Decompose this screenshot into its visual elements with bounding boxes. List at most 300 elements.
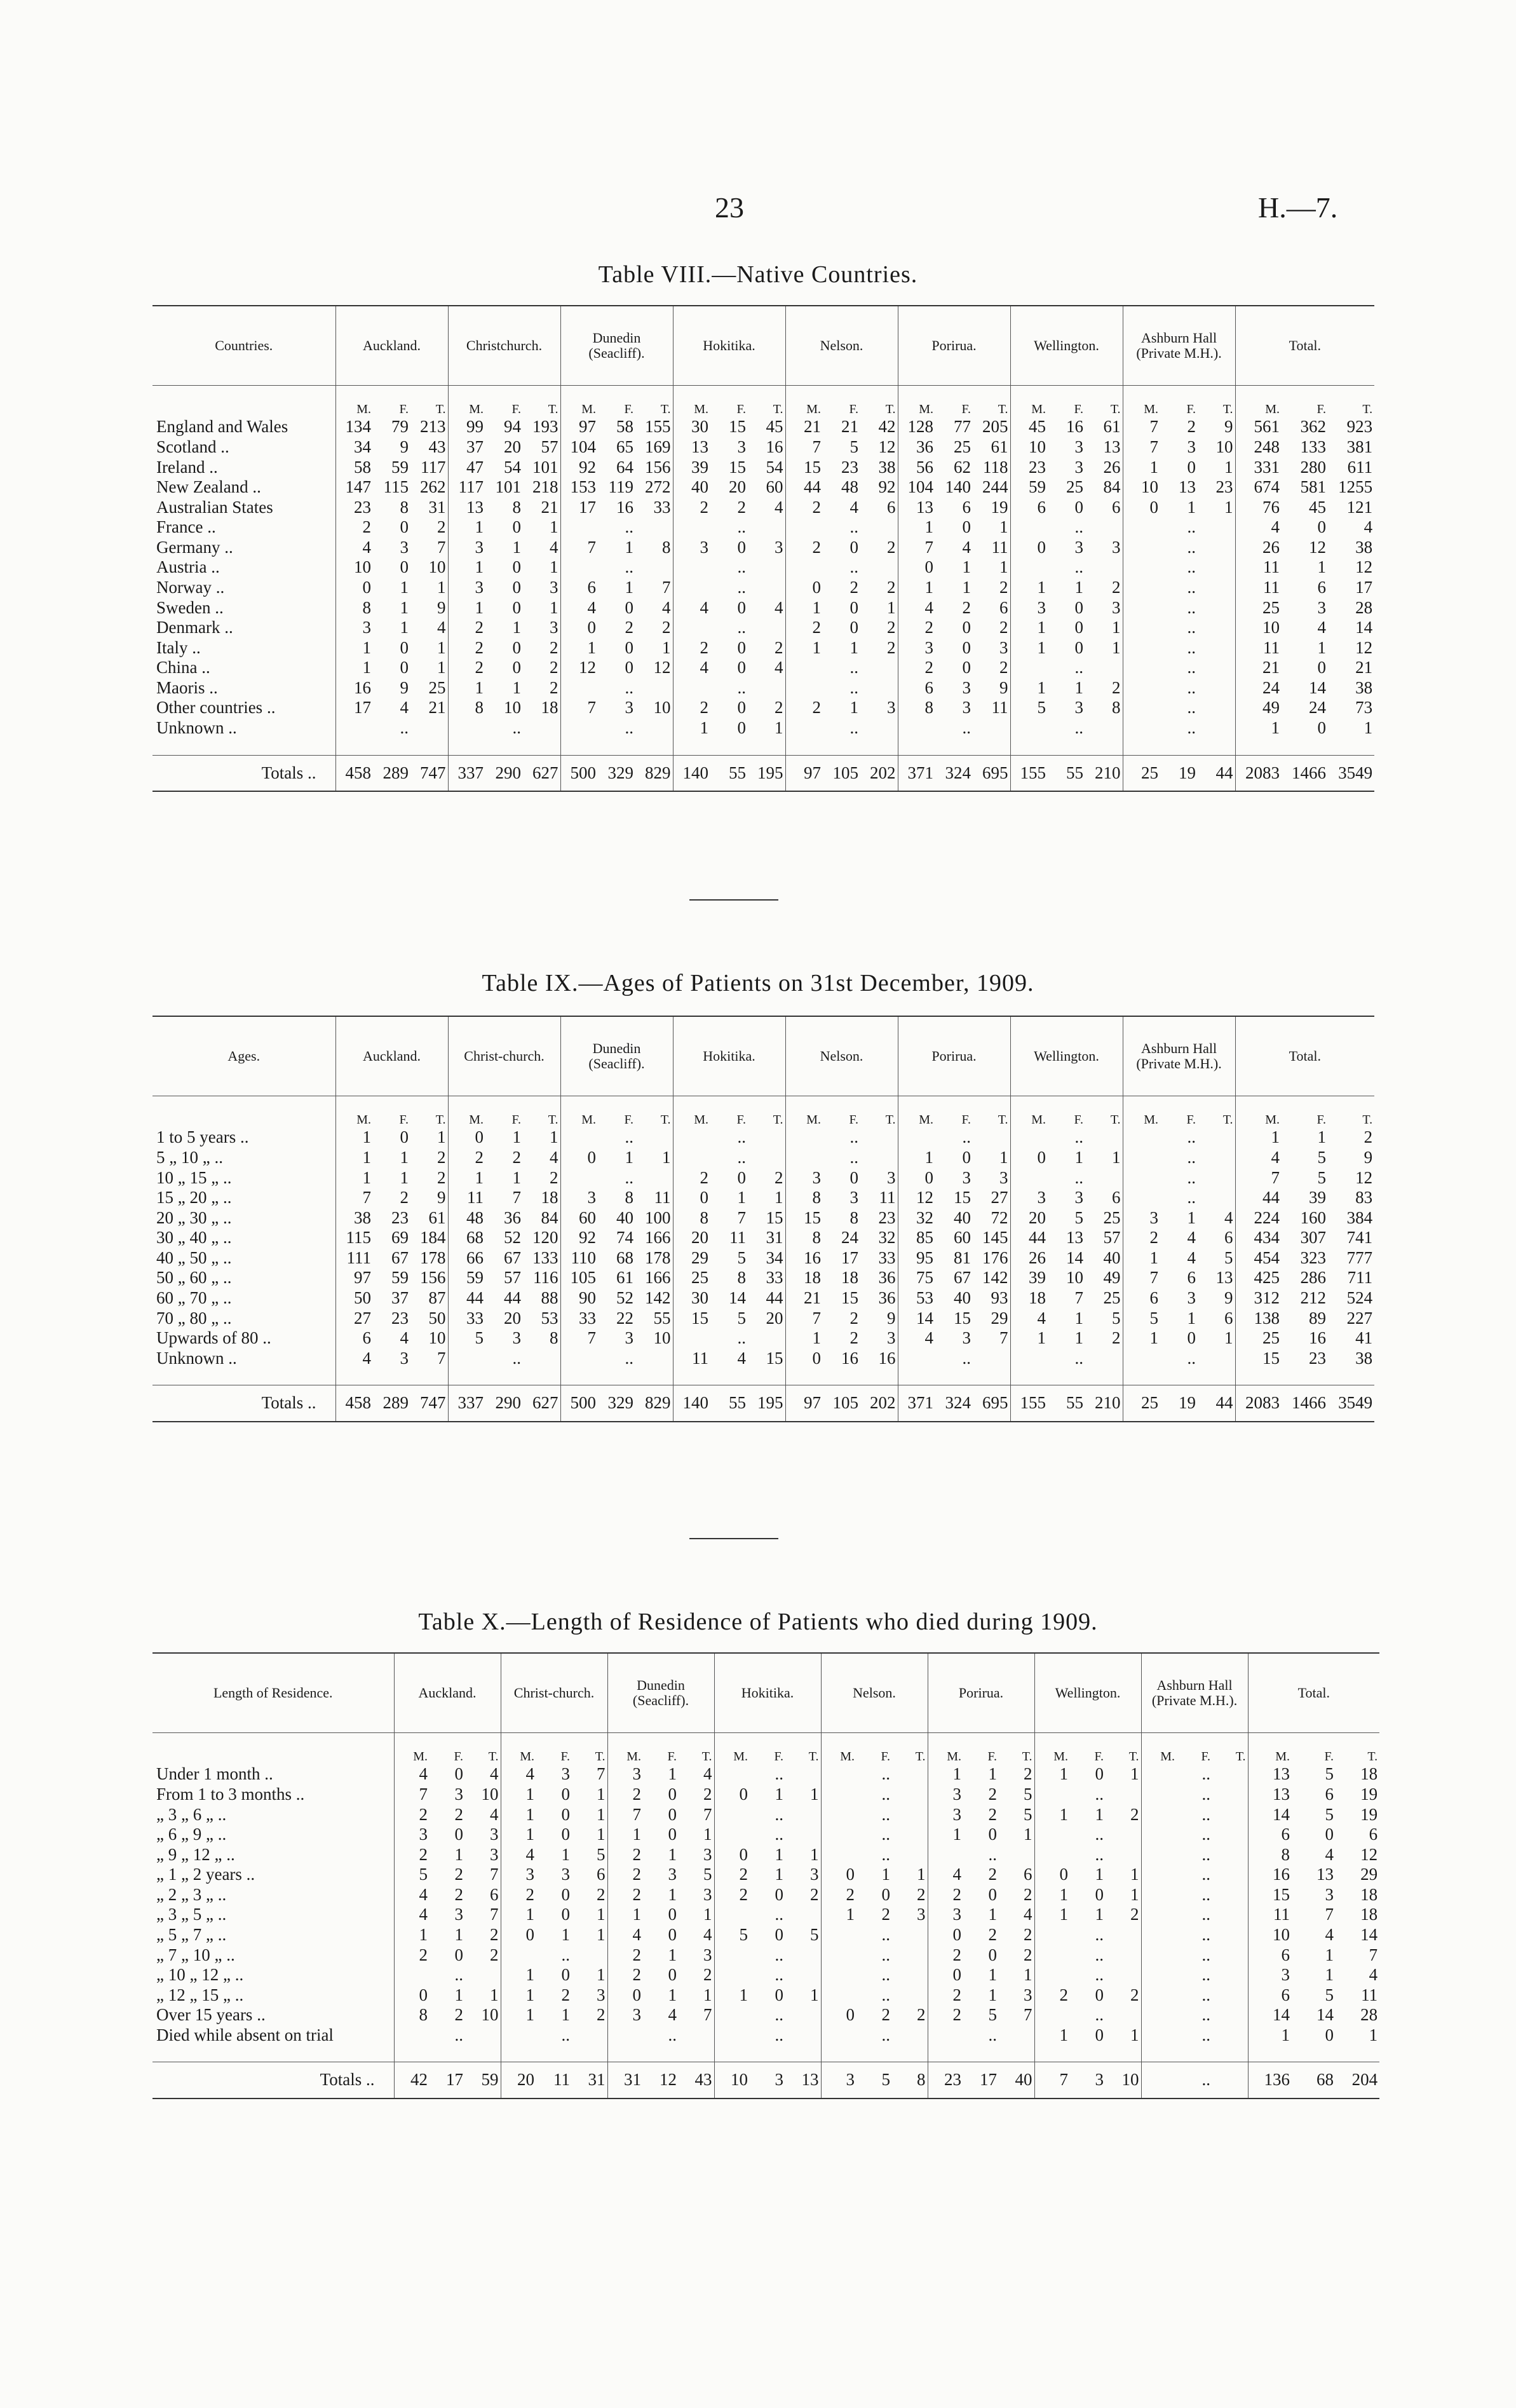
table-cell: .. [1187,1147,1196,1167]
table-cell: 119 [608,477,633,497]
table-cell: 2 [400,1188,409,1207]
table-cell: 4 [999,1905,1034,1925]
table-cell [1010,1168,1048,1188]
table-cell: 21 [410,698,448,718]
table-cell [1010,718,1048,738]
table-cell: 23 [391,1207,409,1227]
table-cell: 0 [625,597,633,617]
table-cell: 18 [1360,1884,1378,1904]
table-cell: 0 [1074,618,1084,637]
table-cell [1123,718,1160,738]
table-cell [892,1925,928,1945]
table-cell: 2 [1149,1228,1159,1248]
table-cell: 0 [512,517,521,537]
table-cell: 3 [1074,698,1084,718]
table-cell: 1 [1037,578,1046,597]
table-cell: 3 [737,437,747,456]
stub-header: Length of Residence. [152,1653,394,1733]
table-cell: 1466 [1282,755,1328,791]
table-cell: 10 [410,1328,448,1349]
table-cell: .. [881,1804,891,1824]
table-cell: 5 [475,1328,484,1348]
table-cell: 1 [849,698,859,718]
table-cell: 2 [525,1884,534,1904]
table-cell: 1 [362,637,371,657]
table-cell: 0 [700,1188,709,1207]
table-cell: 280 [1300,457,1327,477]
table-cell: 7 [419,1784,428,1804]
table-cell: 7 [679,1805,714,1825]
table-cell: .. [849,1147,859,1167]
table-cell: 213 [410,417,448,437]
table-cell: 4 [700,658,709,677]
table-cell: 11 [1263,637,1280,657]
table-cell: 0 [775,1925,784,1945]
table-cell: 1 [1281,2025,1290,2044]
table-cell: 140 [673,755,710,791]
table-cell [898,1127,935,1148]
table-cell [785,557,823,578]
table-cell: 13 [1273,1784,1290,1804]
table-cell: 1 [572,1965,607,1985]
table-cell: 1 [785,1845,821,1865]
table-cell: 9 [400,437,409,456]
table-cell: 111 [346,1248,371,1267]
table-cell: 2 [454,1804,463,1824]
table-cell [1198,517,1235,538]
table-cell: 2 [785,1885,821,1905]
table8-title: Table VIII.—Native Countries. [598,261,918,288]
table-cell: 76 [1262,497,1280,517]
table-cell: 1 [999,1965,1034,1985]
row-label: Other countries .. [152,698,335,718]
table-cell [928,2025,963,2046]
table-cell: 0 [924,1167,934,1187]
table-cell: 2 [410,1148,448,1168]
row-label: „ 5 „ 7 „ .. [152,1925,394,1945]
table-cell: 10 [504,698,521,718]
table-cell [1010,557,1048,578]
table-cell: .. [737,1147,747,1167]
table-cell: 34 [748,1248,785,1269]
sex-subheader: F. [1074,1113,1084,1127]
table-cell: 1 [512,537,521,557]
table-cell: .. [1201,2025,1211,2044]
row-label: 50 „ 60 „ .. [152,1268,335,1288]
table-cell: 0 [812,1348,822,1368]
table-row [152,1845,1379,1865]
sex-subheader: M. [581,402,596,416]
table-cell: 5 [1149,1308,1159,1328]
table-cell: 105 [823,1385,860,1422]
table-cell: 1 [679,1905,714,1925]
table-cell: 1 [988,1965,998,1985]
table-cell: .. [625,557,633,577]
table-cell [635,1127,673,1148]
sex-subheader: F. [624,1113,633,1127]
table-cell [748,1127,785,1148]
table-cell: 31 [607,2062,643,2098]
page-number: 23 [715,191,744,224]
table-cell: 1 [1074,1308,1084,1328]
row-label: Scotland .. [152,437,335,458]
table-cell: 4 [952,1865,962,1884]
table-cell: 0 [849,1167,859,1187]
row-label: „ 6 „ 9 „ .. [152,1825,394,1845]
table-cell: 14 [1316,2005,1334,2025]
row-label: Totals .. [152,755,335,791]
table-cell: 50 [354,1288,371,1308]
table-cell: 49 [1085,1268,1123,1288]
table-cell: 61 [973,437,1010,458]
table-cell: 0 [1074,497,1084,517]
sex-subheader: T. [1362,402,1373,416]
table-cell: 0 [512,557,521,577]
table-cell: 2 [465,1925,501,1945]
table-cell: 581 [1300,477,1327,497]
table-cell: 4 [1369,1965,1378,1985]
table-cell: 0 [561,1965,570,1985]
table-cell: 5 [785,1925,821,1945]
table-cell [1141,1825,1177,1845]
table-cell: 362 [1300,417,1327,437]
table-cell: 55 [710,755,748,791]
table-cell: 178 [635,1248,673,1269]
column-header: Wellington. [1010,306,1123,386]
table-cell: 1 [525,2005,534,2025]
table-cell: 16 [1273,1865,1290,1884]
table-cell [1141,1985,1177,2006]
sex-subheader: M. [1144,402,1159,416]
table-cell: 11 [973,538,1010,558]
table-cell: 0 [561,1825,570,1844]
table-cell: 1 [1198,498,1235,518]
table-cell [1034,1945,1070,1966]
table-cell: 33 [579,1308,596,1328]
table-cell: 169 [635,437,673,458]
table-cell: 1 [400,1167,409,1187]
table-cell: 0 [988,1945,998,1964]
table-row [152,1248,1374,1269]
table-cell: 1 [362,658,371,677]
sex-subheader: T. [860,386,898,418]
table-cell: 1 [625,578,633,597]
table-cell: 50 [410,1309,448,1329]
table-cell: 1 [410,1127,448,1148]
table-cell: .. [1177,2062,1212,2098]
table-cell [785,517,823,538]
table-cell: .. [1201,1804,1211,1824]
sex-subheader: F. [399,402,409,416]
table-cell: 27 [354,1308,371,1328]
table-cell [1198,718,1235,738]
table-cell [821,1785,856,1805]
table-cell [973,718,1010,738]
table-cell: 15 [748,1349,785,1369]
table-cell: 3 [561,1764,570,1784]
table-cell: 8 [700,1207,709,1227]
table-cell: 4 [1325,1844,1334,1864]
table-row [152,1985,1379,2006]
table-cell: 115 [346,1228,371,1248]
sex-subheader: M. [806,1113,822,1127]
table-cell [748,517,785,538]
table-cell: 18 [1029,1288,1046,1308]
table-cell [1212,1905,1248,1925]
table-cell: .. [454,2025,463,2044]
table-cell: 13 [1179,477,1196,497]
table-cell: 2 [632,1784,641,1804]
table-cell: 1 [988,1905,998,1924]
sex-subheader: M. [356,1113,371,1127]
table-cell: 0 [668,1784,677,1804]
table-cell: 5 [1325,1985,1334,2004]
table-cell: 26 [1085,458,1123,478]
table-cell: 4 [924,597,934,617]
table-cell [335,718,373,738]
table-cell: 19 [973,498,1010,518]
table-cell: 0 [849,537,859,557]
table-cell: 1 [973,557,1010,578]
totals-row [152,755,1374,791]
table-cell: 4 [1187,1228,1196,1248]
table-cell: 1 [668,1884,677,1904]
table-cell [1141,2005,1177,2025]
table-cell: 59 [466,1268,484,1288]
sex-subheader: F. [987,1750,998,1764]
table-cell: 28 [1355,597,1373,617]
table-cell: 14 [916,1308,934,1328]
row-label: Italy .. [152,638,335,658]
table-cell: 7 [679,2005,714,2025]
table-row [152,437,1374,458]
table-cell: 2 [419,1844,428,1864]
table-cell: 12 [643,2062,679,2098]
table-cell [1123,1349,1160,1369]
column-header: Porirua. [898,1016,1010,1096]
table-cell: 331 [1254,457,1280,477]
table-cell: 2 [632,1844,641,1864]
table-cell [1141,1845,1177,1865]
table-cell: 2 [952,1985,962,2004]
table-cell: 3549 [1328,1385,1374,1422]
table-cell: .. [1201,1825,1211,1844]
table-cell [785,678,823,698]
table-cell: .. [737,1328,747,1348]
table-cell: 147 [345,477,371,497]
table-cell [714,1965,750,1985]
table-cell: 0 [400,658,409,677]
table-cell: 4 [1198,1208,1235,1228]
table-cell: 24 [841,1228,859,1248]
table-cell: 3549 [1328,755,1374,791]
table-cell: 0 [668,1804,677,1824]
table-cell: 72 [973,1208,1010,1228]
sex-subheader: F. [849,1113,859,1127]
table-cell: 18 [804,1268,822,1288]
table-cell: 4 [1364,517,1373,537]
table-cell: 12 [579,658,596,677]
table-cell: .. [1201,1784,1211,1804]
table-cell: 1 [1059,1804,1069,1824]
table-cell: 1 [999,1825,1034,1845]
table-cell: 0 [419,1985,428,2004]
table-cell: 3 [924,637,934,657]
table-cell: 4 [419,1905,428,1924]
table-cell: 202 [860,1385,898,1422]
table-cell: 59 [391,1268,409,1288]
table-cell: 94 [504,417,521,437]
table-cell: 7 [999,2005,1034,2025]
table-cell: 2 [748,1168,785,1188]
table-cell: 105 [823,755,860,791]
table-cell: 0 [737,597,747,617]
table-cell [1141,1965,1177,1985]
table-cell: 30 [691,1288,709,1308]
table-cell: 2 [812,618,822,637]
table-cell: 10 [465,2005,501,2025]
table-cell: 2 [475,1147,484,1167]
table-cell: 4 [679,1925,714,1945]
table-cell [1212,1885,1248,1905]
table-cell: 26 [1029,1248,1046,1267]
table-cell: 3 [1187,437,1196,456]
sex-subheader: M. [694,402,709,416]
table-cell: 12 [635,658,673,678]
table-cell: 18 [523,698,560,718]
table-cell: 58 [616,417,633,437]
table-cell [898,718,935,738]
page-header [0,191,1516,241]
table-cell: 2 [475,637,484,657]
table-cell: .. [737,677,747,697]
table-cell: .. [1187,557,1196,577]
table-cell: 176 [973,1248,1010,1269]
table-cell: 14 [1309,677,1327,697]
table-cell: 2 [988,1865,998,1884]
table-cell: 202 [860,755,898,791]
sex-subheader: T. [635,386,673,418]
table-cell: 23 [860,1208,898,1228]
table-cell: 434 [1254,1228,1280,1248]
table-cell: 3 [1281,1965,1290,1985]
column-header: Ashburn Hall (Private M.H.). [1141,1653,1248,1733]
table-cell: 8 [849,1207,859,1227]
table-cell [1212,1865,1248,1885]
column-header: Nelson. [785,1016,898,1096]
table-cell: 0 [512,637,521,657]
table-cell: 2 [999,1945,1034,1966]
sex-subheader: M. [1160,1750,1175,1764]
table-cell: 0 [668,1825,677,1844]
table-cell: .. [1074,517,1084,537]
table-cell: 3 [1085,538,1123,558]
table-cell: 11 [1361,1985,1378,2004]
table-cell: 16 [860,1349,898,1369]
table-cell: 747 [410,755,448,791]
table-cell: 1 [632,1825,641,1844]
table-cell: 1 [1085,1148,1123,1168]
table-cell: 384 [1346,1207,1373,1227]
table-cell: .. [561,2025,570,2044]
table-cell: 2 [812,537,822,557]
table-cell: 4 [400,1328,409,1348]
table-row [152,598,1374,618]
row-label: Unknown .. [152,1349,335,1369]
table-cell: 500 [560,1385,598,1422]
table-cell [1123,638,1160,658]
table-cell: 40 [954,1288,971,1308]
table-cell: 93 [973,1288,1010,1309]
table-cell: 6 [1281,1985,1290,2004]
table-cell: 4 [737,1348,747,1368]
table-cell [1085,557,1123,578]
table-cell [1123,698,1160,718]
table-cell: 25 [1262,1328,1280,1348]
table-cell [1198,698,1235,718]
table-cell: 2 [362,517,371,537]
table-cell [892,1785,928,1805]
table-cell: 1 [679,1985,714,2006]
table-cell [714,1905,750,1925]
table-row [152,1349,1374,1369]
table-cell [1034,2005,1070,2025]
column-header: Hokitika. [714,1653,821,1733]
table-cell: .. [625,718,633,738]
table-cell: .. [668,2025,677,2044]
table-cell: 13 [1085,437,1123,458]
table-cell: 15 [954,1308,971,1328]
table-cell: 54 [748,458,785,478]
table-cell: 2 [1106,1805,1141,1825]
table-cell: 5 [419,1865,428,1884]
table-cell: 1 [775,1784,784,1804]
row-label: 30 „ 40 „ .. [152,1228,335,1248]
table-cell [1212,1925,1248,1945]
table-cell [635,718,673,738]
row-label: 20 „ 30 „ .. [152,1208,335,1228]
table-cell: 7 [587,1328,596,1348]
table-cell: .. [1095,1825,1104,1844]
table-cell: 8 [475,698,484,718]
table-cell: 2 [475,658,484,677]
table-row [152,1127,1374,1148]
table-cell: 2 [419,1804,428,1824]
table-cell: 18 [1360,1764,1378,1784]
table-cell: 1 [625,1147,633,1167]
table-cell: 1 [962,557,971,577]
table-cell: .. [1201,1925,1211,1945]
table-cell: 44 [1029,1228,1046,1248]
table-cell: 40 [1085,1248,1123,1269]
table-cell: 21 [841,417,859,437]
table-cell: 0 [737,537,747,557]
table-cell: 4 [465,1764,501,1785]
table-cell: 6 [1187,1268,1196,1288]
table-cell: 8 [625,1188,633,1207]
table-cell [892,1945,928,1966]
table-cell: 6 [1198,1228,1235,1248]
table-cell [860,557,898,578]
table-cell: 15 [748,1208,785,1228]
table-cell: 2 [635,618,673,638]
table-cell: 1 [525,1905,534,1924]
table-cell [860,1148,898,1168]
table-cell: 15 [841,1288,859,1308]
table-cell: 3 [860,1168,898,1188]
table-cell: 1 [400,618,409,637]
table-row [152,1905,1379,1925]
